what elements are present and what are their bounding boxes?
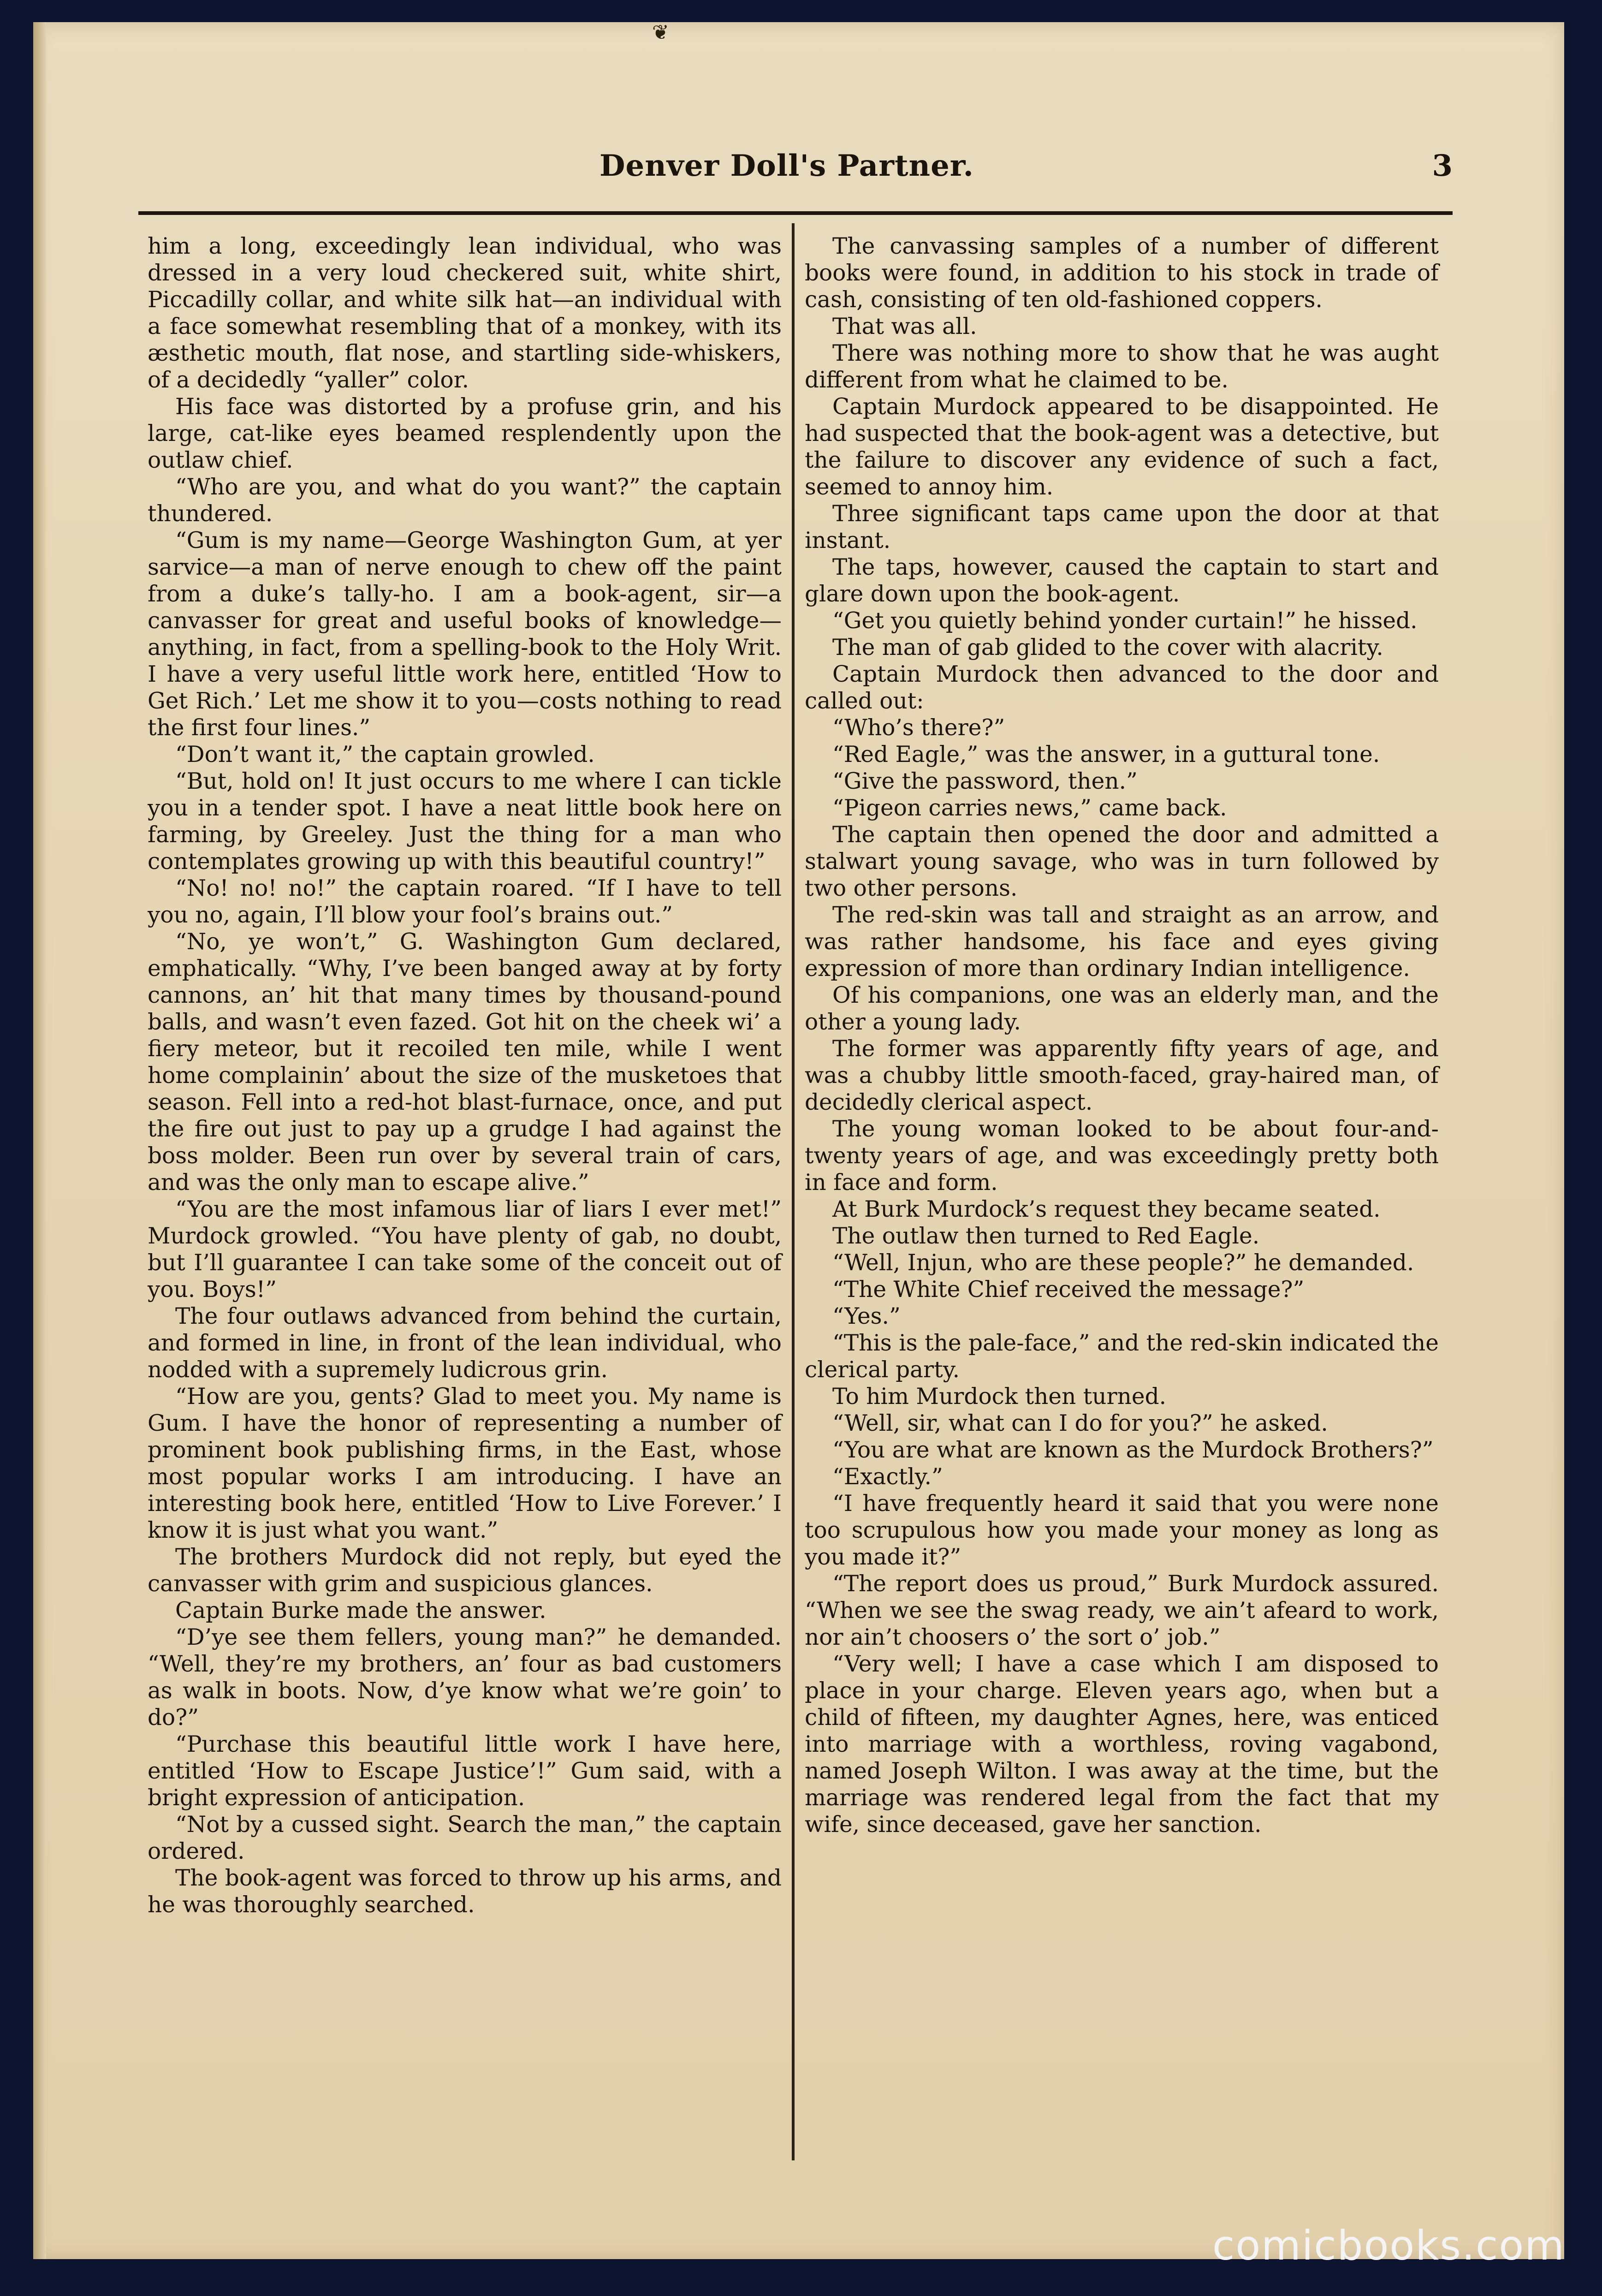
paragraph: “The report does us proud,” Burk Murdock assured. “When we see the swag ready, we ain’t afeard to work, nor ain’t choosers o’ the sort o’ job.” bbox=[805, 1571, 1439, 1650]
paragraph: The taps, however, caused the captain to start and glare down upon the book-agent. bbox=[805, 554, 1439, 607]
left-column bbox=[148, 233, 782, 1918]
paragraph: “No, ye won’t,” G. Washington Gum declared, emphatically. “Why, I’ve been banged away at by forty cannons, an’ hit that many times by thousand-pound balls, and wasn’t even fazed. Got hit on the cheek wi’ a fiery meteor, but it recoiled ten mile, while I went home complainin’ about the size of the musketoes that season. Fell into a red-hot blast-furnace, once, and put the fire out just to pay up a grudge I had against the boss molder. Been run over by several train of cars, and was the only man to escape alive.” bbox=[148, 929, 782, 1196]
right-column bbox=[805, 233, 1439, 1838]
paragraph: “Red Eagle,” was the answer, in a guttural tone. bbox=[832, 742, 1380, 767]
paragraph: “Give the password, then.” bbox=[832, 768, 1138, 794]
paragraph: Captain Murdock appeared to be disappointed. He had suspected that the book-agent was a detective, but the failure to discover any evidence of such a fact, seemed to annoy him. bbox=[805, 394, 1439, 500]
paragraph: The four outlaws advanced from behind the curtain, and formed in line, in front of the lean individual, who nodded with a supremely ludicrous grin. bbox=[148, 1303, 782, 1383]
paragraph: The brothers Murdock did not reply, but eyed the canvasser with grim and suspicious glances. bbox=[148, 1544, 782, 1597]
paragraph: “How are you, gents? Glad to meet you. My name is Gum. I have the honor of representing a number of prominent book publishing firms, in the East, whose most popular works I am introducing. I have an interesting book here, entitled ‘How to Live Forever.’ I know it is just what you want.” bbox=[148, 1384, 782, 1543]
page-spine-edge bbox=[33, 22, 46, 2259]
header-rule bbox=[138, 211, 1453, 215]
ornament-icon: ❦ bbox=[652, 21, 669, 44]
paragraph: “Exactly.” bbox=[832, 1464, 943, 1490]
paragraph: The man of gab glided to the cover with alacrity. bbox=[832, 635, 1383, 660]
paragraph: “The White Chief received the message?” bbox=[832, 1277, 1305, 1303]
paragraph: “Well, sir, what can I do for you?” he asked. bbox=[832, 1410, 1328, 1436]
paragraph: “Purchase this beautiful little work I have here, entitled ‘How to Escape Justice’!” Gum said, with a bright expression of anticipation. bbox=[148, 1731, 782, 1811]
paragraph: At Burk Murdock’s request they became seated. bbox=[832, 1196, 1381, 1222]
page-number: 3 bbox=[1432, 149, 1453, 183]
paragraph: The young woman looked to be about four-and-twenty years of age, and was exceedingly pretty both in face and form. bbox=[805, 1116, 1439, 1196]
paragraph: The captain then opened the door and admitted a stalwart young savage, who was in turn followed by two other persons. bbox=[805, 822, 1439, 901]
paragraph: The red-skin was tall and straight as an arrow, and was rather handsome, his face and eyes giving expression of more than ordinary Indian intelligence. bbox=[805, 902, 1439, 981]
paragraph: To him Murdock then turned. bbox=[832, 1384, 1167, 1410]
running-title: Denver Doll's Partner. bbox=[599, 149, 974, 183]
paragraph: “D’ye see them fellers, young man?” he demanded. “Well, they’re my brothers, an’ four as bad customers as walk in boots. Now, d’ye know what we’re goin’ to do?” bbox=[148, 1624, 782, 1731]
paragraph: “Who are you, and what do you want?” the captain thundered. bbox=[148, 474, 782, 527]
paragraph: Captain Murdock then advanced to the door and called out: bbox=[805, 661, 1439, 714]
paragraph: “Get you quietly behind yonder curtain!” he hissed. bbox=[832, 608, 1418, 634]
paragraph: His face was distorted by a profuse grin, and his large, cat-like eyes beamed resplendently upon the outlaw chief. bbox=[148, 394, 782, 473]
paragraph: “Very well; I have a case which I am disposed to place in your charge. Eleven years ago, when but a child of fifteen, my daughter Agnes, here, was enticed into marriage with a worthless, roving vagabond, named Joseph Wilton. I was away at the time, but the marriage was rendered legal from the fact that my wife, since deceased, gave her sanction. bbox=[805, 1651, 1439, 1838]
paragraph: “You are what are known as the Murdock Brothers?” bbox=[832, 1437, 1434, 1463]
paragraph: “No! no! no!” the captain roared. “If I have to tell you no, again, I’ll blow your fool’s brains out.” bbox=[148, 875, 782, 928]
column-divider bbox=[792, 223, 795, 2160]
paragraph: “Pigeon carries news,” came back. bbox=[832, 795, 1227, 821]
paragraph: “Who’s there?” bbox=[832, 715, 1005, 741]
paragraph: Three significant taps came upon the door at that instant. bbox=[805, 501, 1439, 553]
paragraph: “Don’t want it,” the captain growled. bbox=[175, 742, 595, 767]
paragraph: “Well, Injun, who are these people?” he demanded. bbox=[832, 1250, 1414, 1276]
paragraph: The outlaw then turned to Red Eagle. bbox=[832, 1223, 1260, 1249]
paragraph: The book-agent was forced to throw up his arms, and he was thoroughly searched. bbox=[148, 1865, 782, 1918]
paragraph: That was all. bbox=[832, 314, 977, 339]
paragraph: There was nothing more to show that he was aught different from what he claimed to be. bbox=[805, 340, 1439, 393]
paragraph: “But, hold on! It just occurs to me where I can tickle you in a tender spot. I have a neat little book here on farming, by Greeley. Just the thing for a man who contemplates growing up with this beautiful country!” bbox=[148, 768, 782, 874]
paragraph: “You are the most infamous liar of liars I ever met!” Murdock growled. “You have plenty of gab, no doubt, but I’ll guarantee I can take some of the conceit out of you. Boys!” bbox=[148, 1196, 782, 1303]
paragraph: The canvassing samples of a number of different books were found, in addition to his stock in trade of cash, consisting of ten old-fashioned coppers. bbox=[805, 233, 1439, 313]
watermark: comicbooks.com bbox=[1212, 2222, 1565, 2269]
paragraph: “Gum is my name—George Washington Gum, at yer sarvice—a man of nerve enough to chew off the paint from a duke’s tally-ho. I am a book-agent, sir—a canvasser for great and useful books of knowledge—anything, in fact, from a spelling-book to the Holy Writ. I have a very useful little work here, entitled ‘How to Get Rich.’ Let me show it to you—costs nothing to read the first four lines.” bbox=[148, 528, 782, 741]
paragraph: “Not by a cussed sight. Search the man,” the captain ordered. bbox=[148, 1812, 782, 1864]
paragraph: The former was apparently fifty years of age, and was a chubby little smooth-faced, gray-haired man, of decidedly clerical aspect. bbox=[805, 1036, 1439, 1115]
paragraph: “I have frequently heard it said that you were none too scrupulous how you made your money as long as you made it?” bbox=[805, 1491, 1439, 1570]
paragraph: “Yes.” bbox=[832, 1303, 901, 1329]
paragraph: him a long, exceedingly lean individual, who was dressed in a very loud checkered suit, white shirt, Piccadilly collar, and white silk hat—an individual with a face somewhat resembling that of a monkey, with its æsthetic mouth, flat nose, and startling side-whiskers, of a decidedly “yaller” color. bbox=[148, 233, 782, 393]
paragraph: “This is the pale-face,” and the red-skin indicated the clerical party. bbox=[805, 1330, 1439, 1383]
paragraph: Captain Burke made the answer. bbox=[175, 1598, 546, 1624]
paragraph: Of his companions, one was an elderly man, and the other a young lady. bbox=[805, 982, 1439, 1035]
running-header bbox=[138, 149, 1453, 190]
